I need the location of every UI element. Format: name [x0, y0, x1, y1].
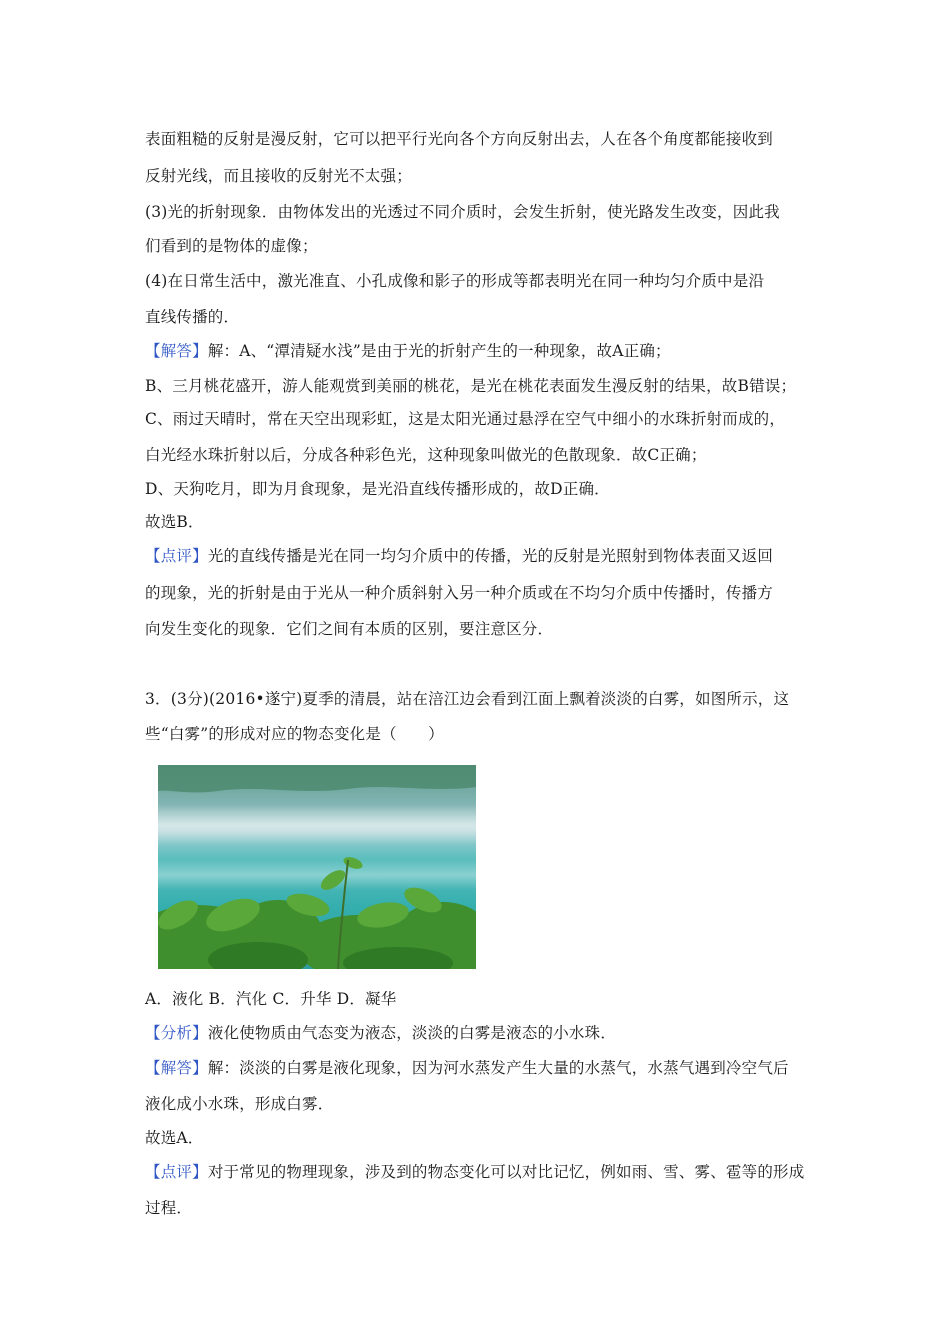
review-line: [145, 544, 773, 566]
text-line: 向发生变化的现象．它们之间有本质的区别，要注意区分．: [145, 620, 554, 638]
text-line: (4)在日常生活中，激光准直、小孔成像和影子的形成等都表明光在同一种均匀介质中是沿: [145, 272, 765, 290]
analysis-line: [145, 1021, 616, 1043]
text-line: B、三月桃花盛开，游人能观赏到美丽的桃花，是光在桃花表面发生漫反射的结果，故B错误；: [145, 377, 797, 395]
answer-line: [145, 1056, 789, 1078]
text-line: 反射光线，而且接收的反射光不太强；: [145, 167, 412, 185]
text-line: D、天狗吃月，即为月食现象，是光沿直线传播形成的，故D正确．: [145, 480, 610, 498]
review-tag: 【点评】: [145, 547, 208, 565]
answer-options: A．液化 B．汽化 C．升华 D．凝华: [145, 990, 397, 1008]
answer-text: 解：A、“潭清疑水浅”是由于光的折射产生的一种现象，故A正确；: [207, 342, 671, 360]
text-line: 液化成小水珠，形成白雾．: [145, 1095, 334, 1113]
review-tag: 【点评】: [145, 1163, 208, 1181]
text-line: 过程．: [145, 1199, 193, 1217]
analysis-text: 液化使物质由气态变为液态，淡淡的白雾是液态的小水珠．: [207, 1024, 617, 1042]
text-line: C、雨过天晴时，常在天空出现彩虹，这是太阳光通过悬浮在空气中细小的水珠折射而成的，: [145, 410, 786, 428]
text-line: 的现象，光的折射是由于光从一种介质斜射入另一种介质或在不均匀介质中传播时，传播方: [145, 584, 774, 602]
text-line: 白光经水珠折射以后，分成各种彩色光，这种现象叫做光的色散现象．故C正确；: [145, 446, 707, 464]
text-line: 表面粗糙的反射是漫反射，它可以把平行光向各个方向反射出去，人在各个角度都能接收到: [145, 130, 774, 148]
answer-tag: 【解答】: [145, 1059, 208, 1077]
answer-text: 解：淡淡的白雾是液化现象，因为河水蒸发产生大量的水蒸气，水蒸气遇到冷空气后: [207, 1059, 789, 1077]
answer-tag: 【解答】: [145, 342, 208, 360]
review-text: 对于常见的物理现象，涉及到的物态变化可以对比记忆，例如雨、雪、雾、雹等的形成: [207, 1163, 805, 1181]
text-line: (3)光的折射现象．由物体发出的光透过不同介质时，会发生折射，使光路发生改变，因此我: [145, 203, 780, 221]
text-line: 直线传播的．: [145, 308, 240, 326]
review-text: 光的直线传播是光在同一均匀介质中的传播，光的反射是光照射到物体表面又返回: [207, 547, 774, 565]
question-stem: 3．(3分)(2016•遂宁)夏季的清晨，站在涪江边会看到江面上飘着淡淡的白雾，如图所示，这: [145, 690, 790, 708]
question-stem: 些“白雾”的形成对应的物态变化是（ ）: [145, 725, 444, 743]
choice-line: 故选B．: [145, 513, 204, 531]
answer-line: [145, 339, 671, 361]
river-fog-photo: [158, 765, 476, 969]
text-line: 们看到的是物体的虚像；: [145, 237, 318, 255]
analysis-tag: 【分析】: [145, 1024, 208, 1042]
river-fog-image: [158, 765, 476, 969]
review-line: [145, 1160, 804, 1182]
choice-line: 故选A．: [145, 1129, 204, 1147]
